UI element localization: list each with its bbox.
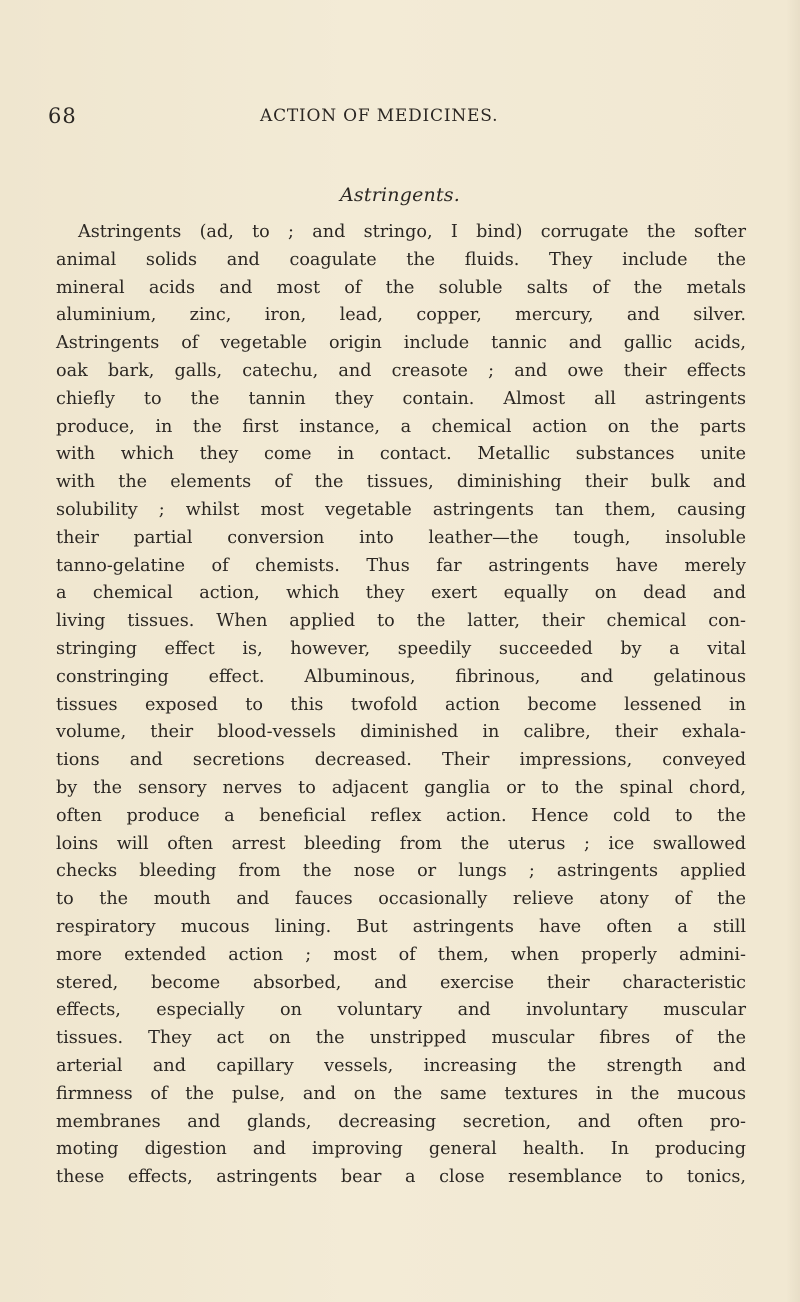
text-line: stringing effect is, however, speedily succeeded by a vital (56, 638, 746, 659)
text-line: volume, their blood-vessels diminished in calibre, their exhala- (56, 722, 746, 743)
page-header (48, 104, 752, 134)
section-title: Astringents. (340, 184, 460, 206)
page-edge-shadow (786, 0, 800, 1302)
text-line: tanno-gelatine of chemists. Thus far astringents have merely (56, 555, 746, 576)
text-line: oak bark, galls, catechu, and creasote ; and owe their effects (56, 360, 746, 381)
text-line: more extended action ; most of them, when properly admini- (56, 944, 746, 965)
body-paragraph (56, 219, 746, 1192)
text-line: with which they come in contact. Metallic substances unite (56, 444, 746, 465)
text-line: Astringents (ad, to ; and stringo, I bind) corrugate the softer (78, 222, 746, 242)
page-number: 68 (48, 104, 77, 128)
text-line: tissues. They act on the unstripped muscular fibres of the (56, 1028, 746, 1049)
text-line: with the elements of the tissues, diminishing their bulk and (56, 472, 746, 493)
text-line: membranes and glands, decreasing secretion, and often pro- (56, 1111, 746, 1132)
text-line: their partial conversion into leather—the tough, insoluble (56, 527, 746, 548)
text-line: loins will often arrest bleeding from the uterus ; ice swallowed (56, 833, 746, 854)
text-line: chiefly to the tannin they contain. Almost all astringents (56, 388, 746, 409)
text-line: produce, in the first instance, a chemical action on the parts (56, 416, 746, 437)
text-line: respiratory mucous lining. But astringents have often a still (56, 916, 746, 937)
text-line: firmness of the pulse, and on the same textures in the mucous (56, 1083, 746, 1104)
text-line: aluminium, zinc, iron, lead, copper, mercury, and silver. (56, 305, 746, 326)
text-line: mineral acids and most of the soluble salts of the metals (56, 277, 746, 298)
text-line: constringing effect. Albuminous, fibrinous, and gelatinous (56, 666, 746, 687)
text-line: moting digestion and improving general health. In producing (56, 1139, 746, 1160)
text-line: often produce a beneficial reflex action. Hence cold to the (56, 805, 746, 826)
text-line: a chemical action, which they exert equally on dead and (56, 583, 746, 604)
text-line: to the mouth and fauces occasionally relieve atony of the (56, 889, 746, 910)
text-line: arterial and capillary vessels, increasing the strength and (56, 1055, 746, 1076)
running-title: ACTION OF MEDICINES. (260, 106, 499, 126)
text-line: tions and secretions decreased. Their impressions, conveyed (56, 750, 746, 771)
text-line: by the sensory nerves to adjacent ganglia or to the spinal chord, (56, 777, 746, 798)
text-line: living tissues. When applied to the latter, their chemical con- (56, 611, 746, 632)
text-line: stered, become absorbed, and exercise their characteristic (56, 972, 746, 993)
text-line: effects, especially on voluntary and involuntary muscular (56, 1000, 746, 1021)
text-line: Astringents of vegetable origin include tannic and gallic acids, (56, 333, 746, 354)
text-line: checks bleeding from the nose or lungs ; astringents applied (56, 861, 746, 882)
text-line: these effects, astringents bear a close resemblance to tonics, (56, 1167, 746, 1188)
text-line: solubility ; whilst most vegetable astringents tan them, causing (56, 499, 746, 520)
text-line: tissues exposed to this twofold action become lessened in (56, 694, 746, 715)
text-line: animal solids and coagulate the fluids. They include the (56, 249, 746, 270)
